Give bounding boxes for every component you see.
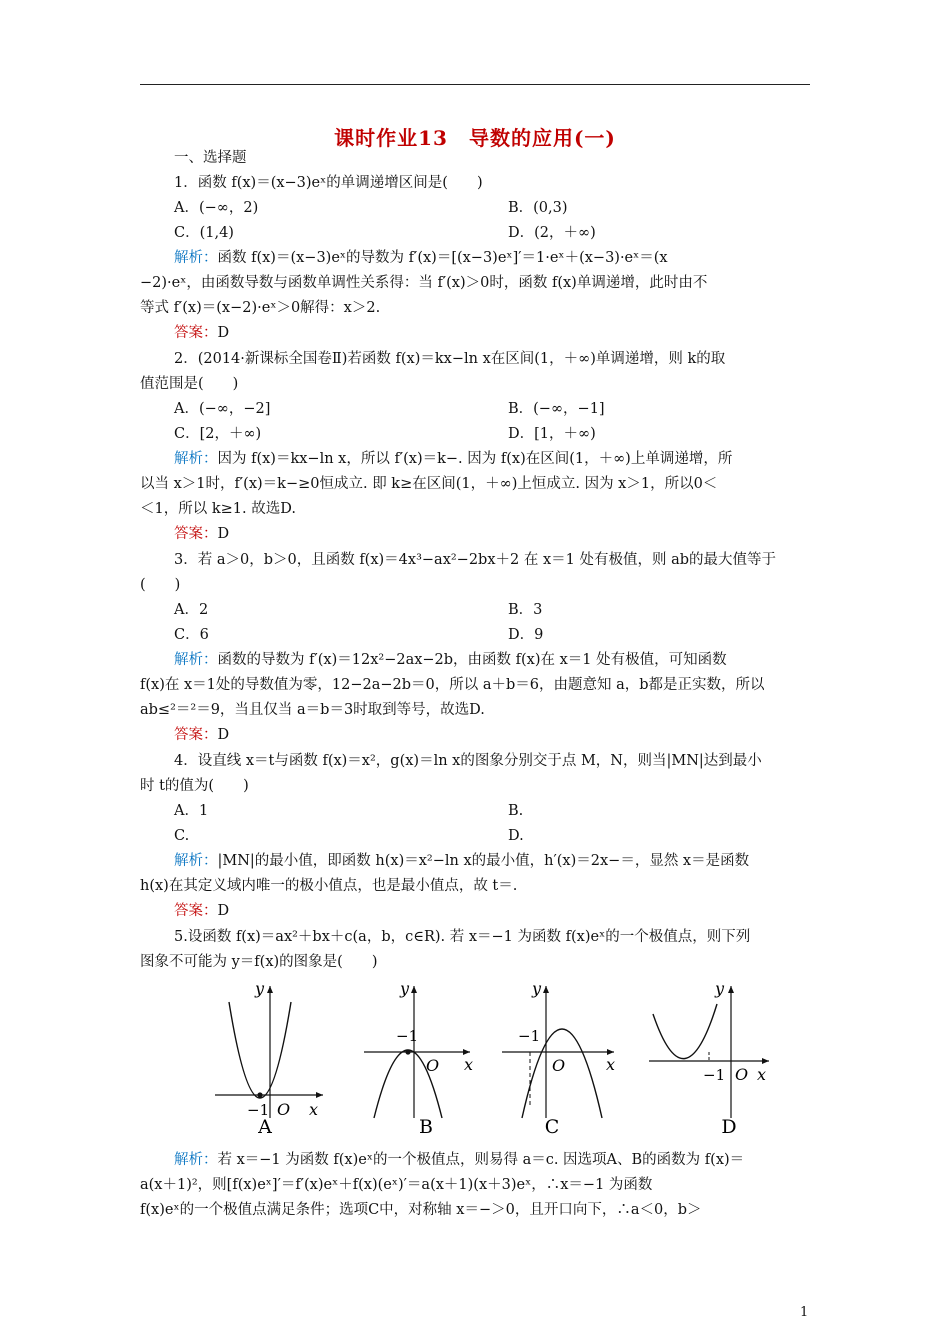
answer-label: 答案：	[174, 727, 218, 743]
solution-text: 若 x＝−1 为函数 f(x)eˣ的一个极值点，则易得 a＝c. 因选项A、B的函数为 f(x)＝	[217, 1152, 745, 1168]
origin-label: O	[426, 1056, 440, 1075]
q1-solution-line-3: 等式 f′(x)＝(x−2)·eˣ＞0解得：x＞2.	[140, 300, 381, 316]
q2-option-c: C．[2，＋∞)	[174, 426, 262, 442]
q4-option-b: B.	[508, 803, 524, 819]
q4-answer	[174, 901, 229, 921]
graph-d	[645, 978, 775, 1138]
q5-solution-line-3: f(x)eˣ的一个极值点满足条件；选项C中，对称轴 x＝−＞0，且开口向下，∴a＜0，b＞	[140, 1202, 702, 1218]
q3-solution-line-1	[174, 650, 727, 670]
q2-solution-line-3: ＜1，所以 k≥1. 故选D.	[140, 501, 296, 517]
q1-stem: 1．函数 f(x)＝(x−3)eˣ的单调递增区间是( )	[174, 175, 483, 191]
origin-label: O	[277, 1100, 291, 1119]
graph-label: D	[721, 1116, 737, 1138]
q5-stem-line-2: 图象不可能为 y＝f(x)的图象是( )	[140, 954, 378, 970]
q2-answer	[174, 524, 229, 544]
answer-label: 答案：	[174, 325, 218, 341]
answer-value: D	[217, 903, 230, 919]
q4-solution-line-1	[174, 851, 749, 871]
q3-solution-line-2: f(x)在 x＝1处的导数值为零，12−2a−2b＝0，所以 a＋b＝6，由题意知 a，b都是正实数，所以	[140, 677, 765, 693]
solution-label: 解析：	[174, 1152, 218, 1168]
q1-option-d: D．(2，＋∞)	[508, 225, 596, 241]
q2-stem-line-2: 值范围是( )	[140, 376, 239, 392]
page-number: 1	[800, 1305, 809, 1320]
graph-label: B	[419, 1116, 433, 1138]
q1-option-b: B．(0,3)	[508, 200, 568, 216]
q4-option-d: D.	[508, 828, 524, 844]
solution-label: 解析：	[174, 853, 218, 869]
q4-stem-line-2: 时 t的值为( )	[140, 778, 249, 794]
page-title: 课时作业13 导数的应用(一)	[334, 126, 616, 150]
y-axis-label: y	[400, 979, 410, 998]
origin-label: O	[552, 1056, 566, 1075]
answer-value: D	[217, 526, 230, 542]
answer-value: D	[217, 727, 230, 743]
minus-one-label: −1	[703, 1066, 726, 1084]
solution-label: 解析：	[174, 652, 218, 668]
origin-label: O	[735, 1065, 749, 1084]
answer-label: 答案：	[174, 903, 218, 919]
answer-value: D	[217, 325, 230, 341]
solution-text: |MN|的最小值，即函数 h(x)＝x²−ln x的最小值，h′(x)＝2x−＝，显然 x＝是函数	[217, 853, 750, 869]
q1-solution-line-2: −2)·eˣ，由函数导数与函数单调性关系得：当 f′(x)＞0时，函数 f(x)单调递增，此时由不	[140, 275, 708, 291]
q3-option-b: B．3	[508, 602, 543, 618]
q3-option-c: C．6	[174, 627, 209, 643]
minus-one-label: −1	[518, 1027, 541, 1045]
graph-label: C	[544, 1116, 560, 1138]
x-axis-label: x	[606, 1055, 616, 1074]
x-axis-label: x	[757, 1065, 767, 1084]
q3-stem-line-2: ( )	[140, 577, 181, 593]
q2-solution-line-1	[174, 449, 732, 469]
q5-stem-line-1: 5.设函数 f(x)＝ax²＋bx＋c(a，b，c∈R). 若 x＝−1 为函数 f(x)eˣ的一个极值点，则下列	[174, 929, 751, 945]
q4-stem-line-1: 4．设直线 x＝t与函数 f(x)＝x²，g(x)＝ln x的图象分别交于点 M，N，则当|MN|达到最小	[174, 753, 762, 769]
q5-solution-line-2: a(x＋1)²，则[f(x)eˣ]′＝f′(x)eˣ＋f(x)(eˣ)′＝a(x＋1)(x＋3)eˣ，∴x＝−1 为函数	[140, 1177, 653, 1193]
y-axis-label: y	[715, 979, 725, 998]
solution-label: 解析：	[174, 451, 218, 467]
q4-option-c: C.	[174, 828, 190, 844]
graph-label: A	[258, 1116, 272, 1138]
q3-answer	[174, 725, 229, 745]
graph-c	[498, 978, 628, 1138]
solution-text: 因为 f(x)＝kx−ln x，所以 f′(x)＝k−. 因为 f(x)在区间(1，＋∞)上单调递增，所	[217, 451, 733, 467]
y-axis-label: y	[255, 979, 265, 998]
q2-stem-line-1: 2．(2014·新课标全国卷Ⅱ)若函数 f(x)＝kx−ln x在区间(1，＋∞)单调递增，则 k的取	[174, 351, 726, 367]
q1-solution-line-1	[174, 248, 668, 268]
answer-label: 答案：	[174, 526, 218, 542]
q2-option-a: A．(−∞，−2]	[174, 401, 271, 417]
graph-a	[205, 978, 335, 1138]
q2-solution-line-2: 以当 x＞1时，f′(x)＝k−≥0恒成立. 即 k≥在区间(1，＋∞)上恒成立. 因为 x＞1，所以0＜	[140, 476, 718, 492]
q2-option-d: D．[1，＋∞)	[508, 426, 596, 442]
graph-b	[360, 978, 490, 1138]
q1-option-c: C．(1,4)	[174, 225, 234, 241]
x-axis-label: x	[309, 1100, 319, 1119]
minus-one-label: −1	[396, 1027, 419, 1045]
header-rule	[140, 84, 810, 85]
q1-option-a: A．(−∞，2)	[174, 200, 259, 216]
solution-label: 解析：	[174, 250, 218, 266]
y-axis-label: y	[532, 979, 542, 998]
solution-text: 函数的导数为 f′(x)＝12x²−2ax−2b，由函数 f(x)在 x＝1 处有极值，可知函数	[217, 652, 727, 668]
q5-solution-line-1	[174, 1150, 744, 1170]
section-heading: 一、选择题	[174, 150, 247, 166]
q4-solution-line-2: h(x)在其定义域内唯一的极小值点，也是最小值点，故 t＝.	[140, 878, 518, 894]
q1-answer	[174, 323, 229, 343]
q3-option-d: D．9	[508, 627, 544, 643]
x-axis-label: x	[464, 1055, 474, 1074]
q2-option-b: B．(−∞，−1]	[508, 401, 605, 417]
q4-option-a: A．1	[174, 803, 209, 819]
q3-stem-line-1: 3．若 a＞0，b＞0，且函数 f(x)＝4x³−ax²−2bx＋2 在 x＝1 处有极值，则 ab的最大值等于	[174, 552, 777, 568]
q3-solution-line-3: ab≤²＝²＝9，当且仅当 a＝b＝3时取到等号，故选D.	[140, 702, 485, 718]
solution-text: 函数 f(x)＝(x−3)eˣ的导数为 f′(x)＝[(x−3)eˣ]′＝1·eˣ＋(x−3)·eˣ＝(x	[217, 250, 668, 266]
minus-one-label: −1	[247, 1101, 270, 1119]
q3-option-a: A．2	[174, 602, 209, 618]
